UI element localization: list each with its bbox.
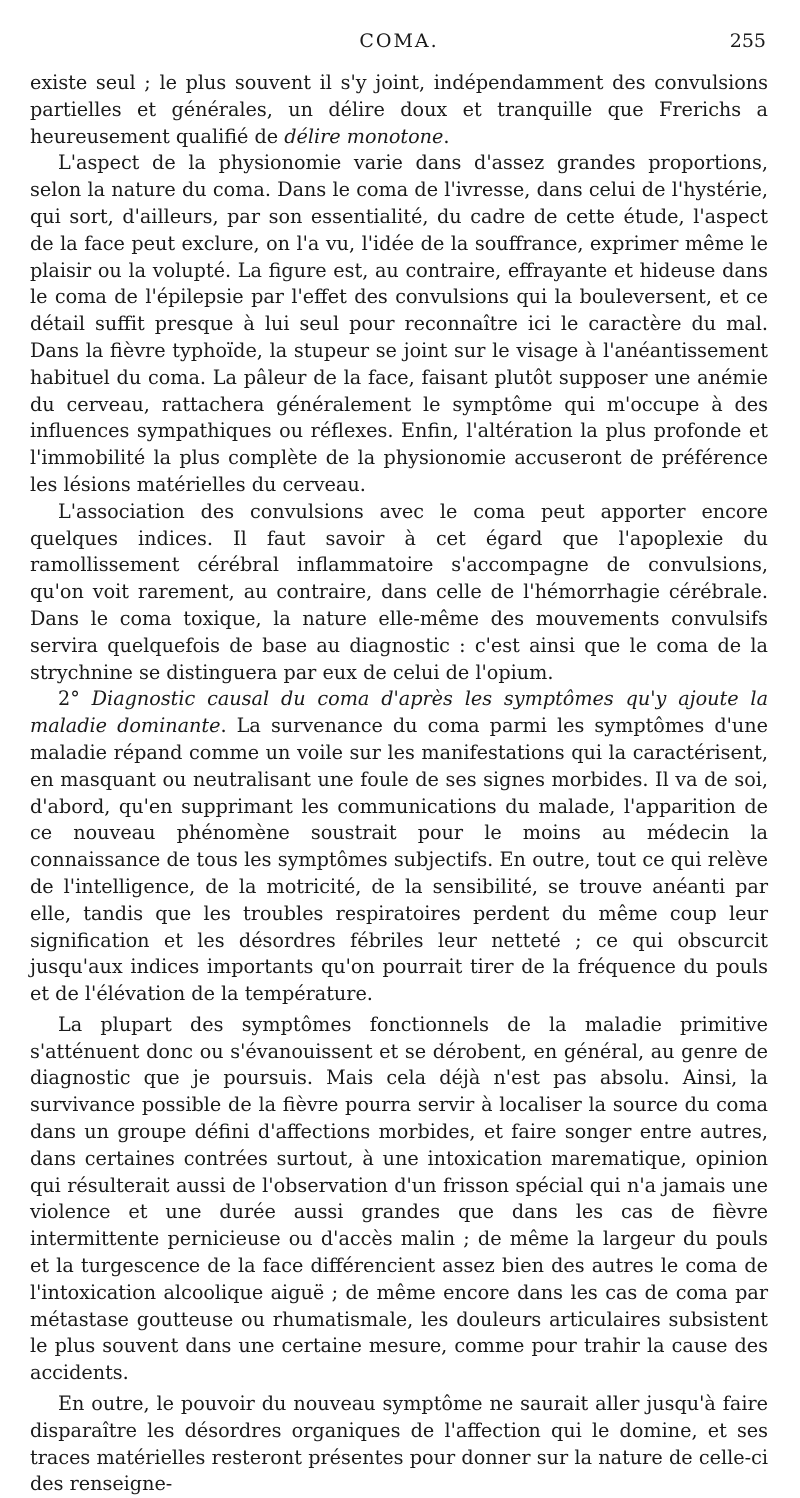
italic-heading: Diagnostic causal du coma d'après les symptômes qu'y ajoute la maladie dominante bbox=[30, 687, 769, 738]
document-page bbox=[30, 0, 768, 1498]
text-run: 2° bbox=[58, 687, 92, 711]
paragraph-symptomes-fonctionnels bbox=[30, 1012, 768, 1387]
page-number: 255 bbox=[729, 30, 766, 52]
paragraph-en-outre bbox=[30, 1391, 768, 1498]
italic-term: délire monotone bbox=[284, 124, 444, 148]
text-run: La plupart des symptômes fonctionnels de la maladie primitive s'atténuent donc ou s'évanouissent et se dérobent, en général, au genre de diagnostic que je poursuis. Mais cela déjà n'est pas absolu. Ainsi, la survivance possible de la fièvre pourra servir à localiser la source du coma dans un groupe défini d'affections morbides, et faire songer entre autres, dans certaines contrées surtout, à une intoxication marematique, opinion qui résulterait aussi de l'observation d'un frisson spécial qui n'a jamais une violence et une durée aussi grandes que dans les cas de fièvre intermittente pernicieuse ou d'accès malin ; de même la largeur du pouls et la turgescence de la face différencient assez bien des autres le coma de l'intoxication alcoolique aiguë ; de même encore dans les cas de coma par métastase goutteuse ou rhumatismale, les douleurs articulaires subsistent le plus souvent dans une certaine mesure, comme pour trahir la cause des accidents. bbox=[30, 1012, 768, 1385]
body-text bbox=[30, 70, 768, 1498]
text-run: L'aspect de la physionomie varie dans d'assez grandes proportions, selon la nature du coma. Dans le coma de l'ivresse, dans celui de l'hystérie, qui sort, d'ailleurs, par son essentialité, du cadre de cette étude, l'aspect de la face peut exclure, on l'a vu, l'idée de la souffrance, exprimer même le plaisir ou la volupté. La figure est, au contraire, effrayante et hideuse dans le coma de l'épilepsie par l'effet des convulsions qui la bouleversent, et ce détail suffit presque à lui seul pour reconnaître ici le caractère du mal. Dans la fièvre typhoïde, la stupeur se joint sur le visage à l'anéantissement habituel du coma. La pâleur de la face, faisant plutôt supposer une anémie du cerveau, rattachera généralement le symptôme qui m'occupe à des influences sympathiques ou réflexes. Enfin, l'altération la plus profonde et l'immobilité la plus complète de la physionomie accuseront de préférence les lésions matérielles du cerveau. bbox=[30, 151, 768, 496]
running-header bbox=[30, 28, 768, 72]
paragraph-diagnostic-causal bbox=[30, 686, 768, 1008]
paragraph-convulsions bbox=[30, 499, 768, 687]
text-run: existe seul ; le plus souvent il s'y joint, indépendamment des convulsions partielles et générales, un délire doux et tranquille que Frerichs a heureusement qualifié de bbox=[30, 71, 768, 148]
paragraph-continuation bbox=[30, 70, 768, 150]
paragraph-physionomie bbox=[30, 150, 768, 498]
page-title: COMA. bbox=[359, 30, 439, 52]
text-run: . bbox=[443, 124, 450, 148]
text-run: . La survenance du coma parmi les symptômes d'une maladie répand comme un voile sur les manifestations qui la caractérisent, en masquant ou neutralisant une foule de ses signes morbides. Il va de soi, d'abord, qu'en supprimant les communications du malade, l'apparition de ce nouveau phénomène soustrait pour le moins au médecin la connaissance de tous les symptômes subjectifs. En outre, tout ce qui relève de l'intelligence, de la motricité, de la sensibilité, se trouve anéanti par elle, tandis que les troubles respiratoires perdent du même coup leur signification et les désordres fébriles leur netteté ; ce qui obscurcit jusqu'aux indices importants qu'on pourrait tirer de la fréquence du pouls et de l'élévation de la température. bbox=[30, 714, 768, 1006]
text-run: En outre, le pouvoir du nouveau symptôme ne saurait aller jusqu'à faire disparaître les désordres organiques de l'affection qui le domine, et ses traces matérielles resteront présentes pour donner sur la nature de celle-ci des renseigne- bbox=[30, 1392, 768, 1496]
text-run: L'association des convulsions avec le coma peut apporter encore quelques indices. Il faut savoir à cet égard que l'apoplexie du ramollissement cérébral inflammatoire s'accompagne de convulsions, qu'on voit rarement, au contraire, dans celle de l'hémorrhagie cérébrale. Dans le coma toxique, la nature elle-même des mouvements convulsifs servira quelquefois de base au diagnostic : c'est ainsi que le coma de la strychnine se distinguera par eux de celui de l'opium. bbox=[30, 499, 768, 684]
